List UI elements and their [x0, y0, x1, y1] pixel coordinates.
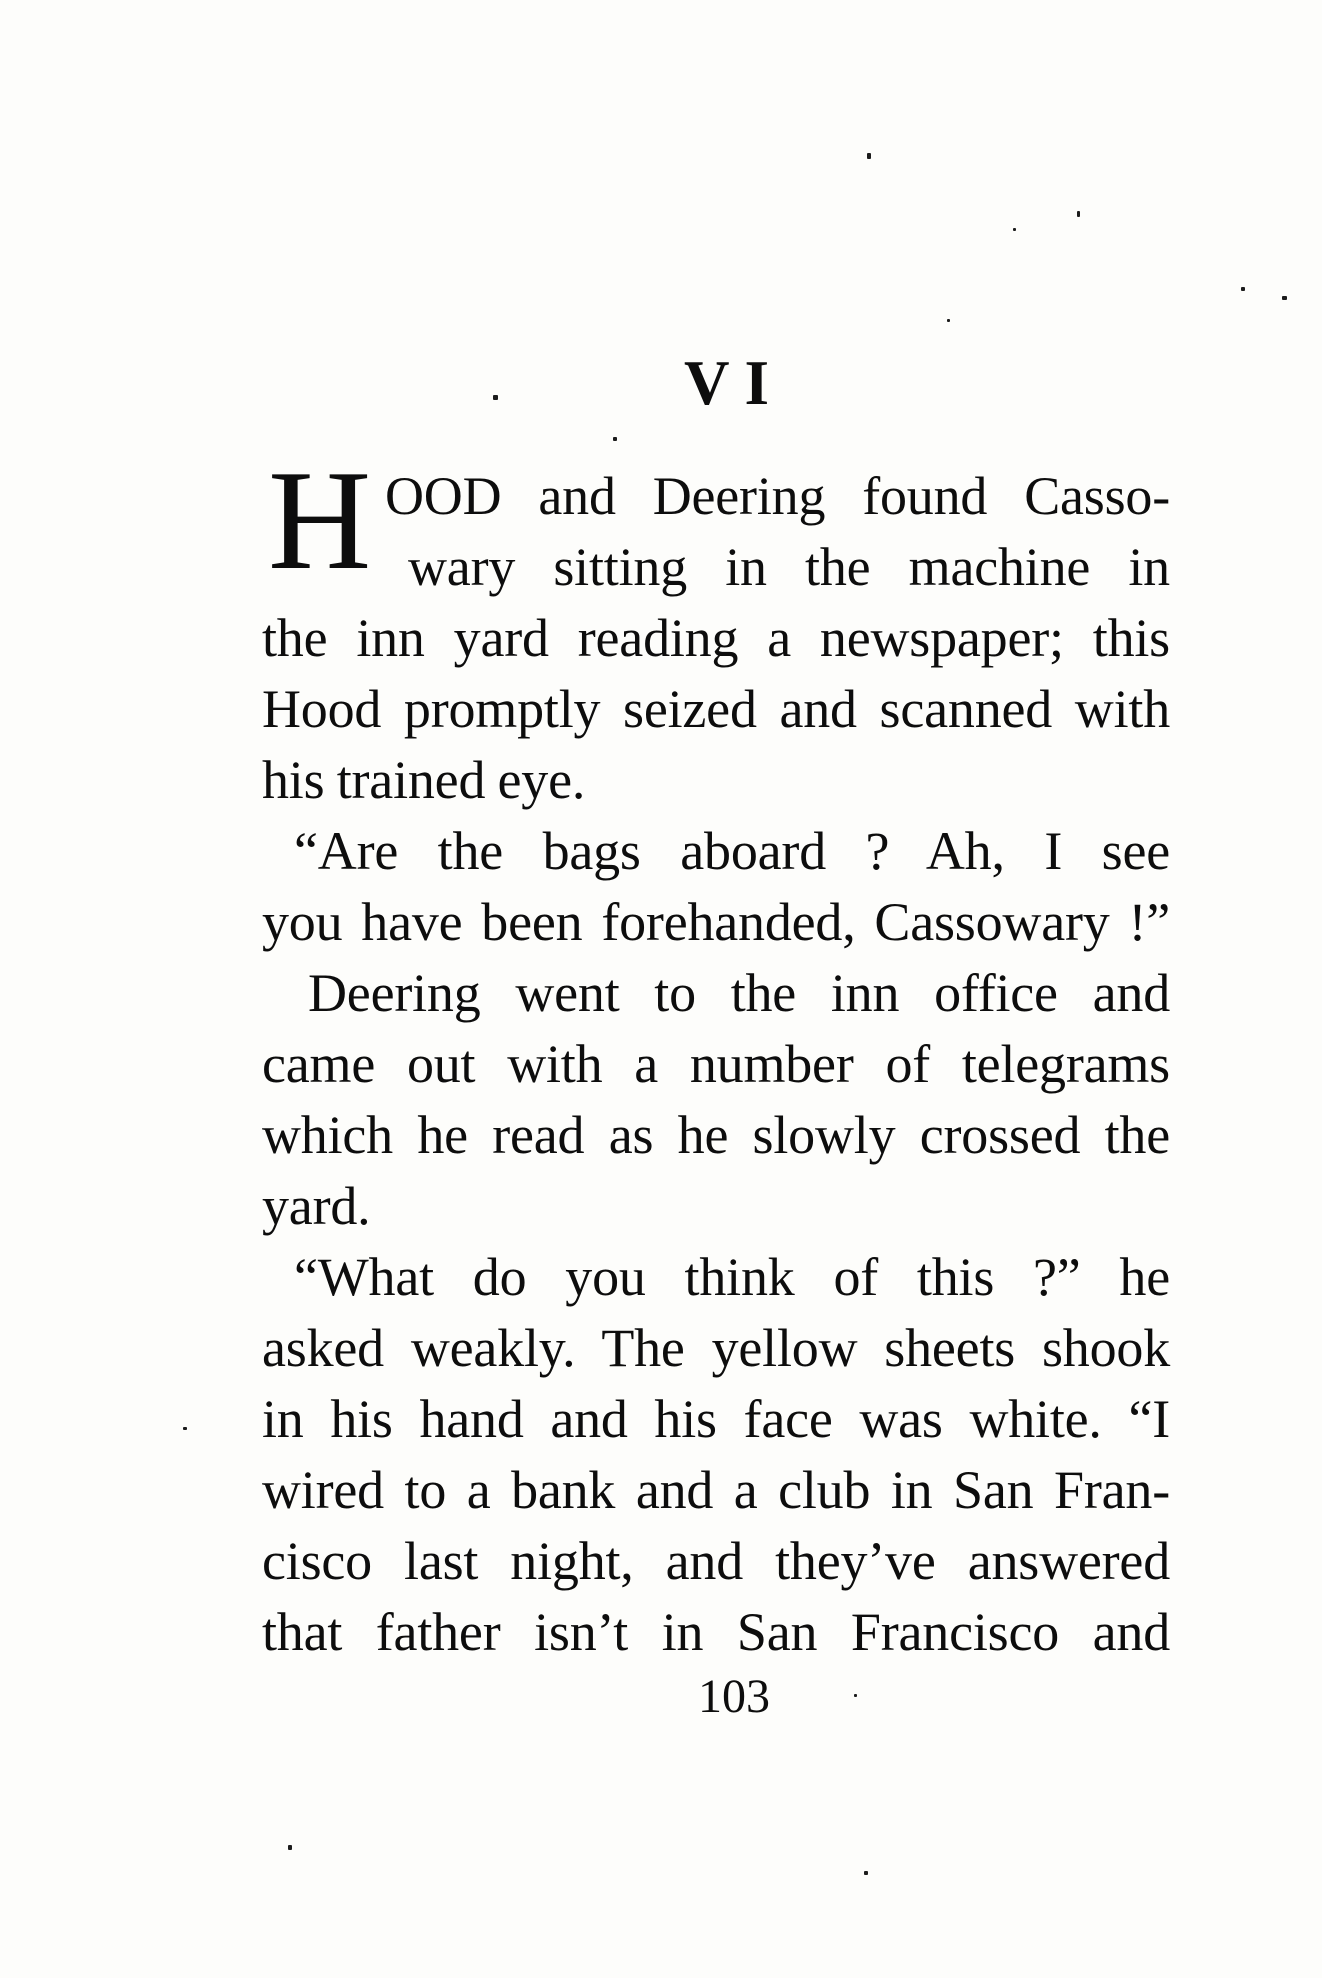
text-line: that father isn’t in San Francisco and	[262, 1602, 1170, 1662]
scan-speck	[613, 437, 617, 441]
text-line: cisco last night, and they’ve answered	[262, 1531, 1170, 1591]
scan-speck	[1241, 287, 1245, 291]
text-line: asked weakly. The yellow sheets shook	[262, 1318, 1170, 1378]
scan-speck	[864, 1871, 868, 1875]
scan-speck	[493, 395, 498, 400]
text-line: Deering went to the inn office and	[308, 963, 1170, 1023]
scan-speck	[1077, 211, 1080, 217]
drop-cap: H	[268, 441, 372, 599]
text-line: the inn yard reading a newspaper; this	[262, 608, 1170, 668]
text-line: “What do you think of this ?” he	[294, 1247, 1170, 1307]
scan-speck	[288, 1845, 292, 1850]
text-line: wired to a bank and a club in San Fran-	[262, 1460, 1170, 1520]
text-line: OOD and Deering found Casso-	[385, 466, 1170, 526]
text-line: which he read as he slowly crossed the	[262, 1105, 1170, 1165]
scan-speck	[183, 1427, 187, 1430]
text-line: his trained eye.	[262, 750, 586, 810]
text-line: Hood promptly seized and scanned with	[262, 679, 1170, 739]
text-line: came out with a number of telegrams	[262, 1034, 1170, 1094]
text-line: wary sitting in the machine in	[408, 537, 1170, 597]
chapter-heading: VI	[683, 348, 784, 418]
text-line: “Are the bags aboard ? Ah, I see	[294, 821, 1170, 881]
scan-speck	[854, 1694, 857, 1697]
scan-speck	[947, 319, 950, 322]
scan-speck	[867, 153, 871, 159]
text-line: yard.	[262, 1176, 371, 1236]
text-line: in his hand and his face was white. “I	[262, 1389, 1170, 1449]
scan-speck	[1282, 296, 1287, 300]
text-column	[262, 441, 1170, 1668]
scan-speck	[1013, 228, 1016, 231]
page-number: 103	[698, 1670, 770, 1723]
text-line: you have been forehanded, Cassowary !”	[262, 892, 1170, 952]
